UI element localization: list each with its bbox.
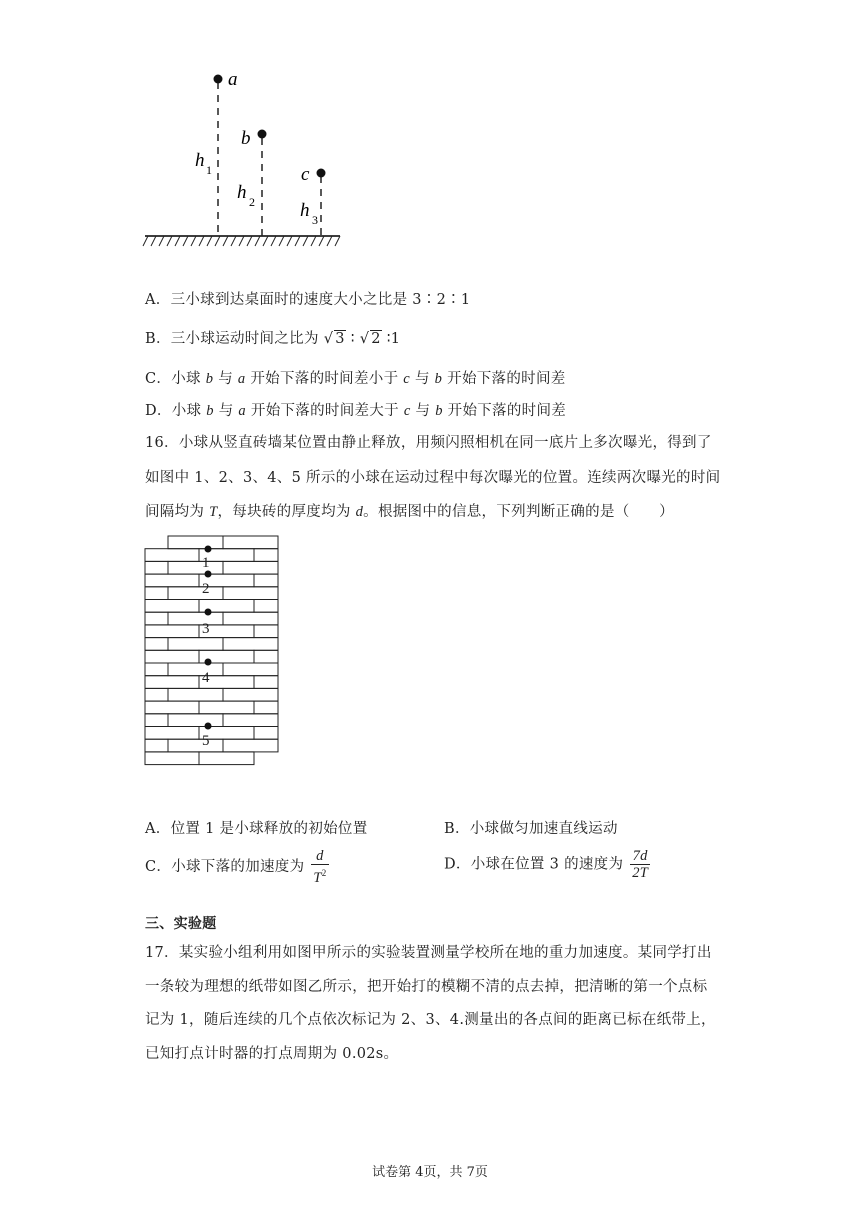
brick: [145, 650, 199, 663]
label-h3: h: [300, 200, 310, 221]
ball-a: [214, 75, 223, 84]
label-a: a: [228, 69, 238, 90]
ball-position-2: [205, 571, 212, 578]
brick-wall-figure: [140, 533, 285, 768]
free-fall-figure: [140, 60, 350, 250]
brick: [168, 663, 223, 676]
option-16-b: B．小球做匀加速直线运动: [444, 821, 618, 837]
ball-position-3: [205, 609, 212, 616]
brick: [254, 574, 278, 587]
brick: [254, 549, 278, 562]
brick-row: [145, 663, 278, 676]
brick: [145, 587, 168, 600]
label-h2-sub: 2: [249, 195, 255, 209]
brick: [168, 587, 223, 600]
brick: [223, 739, 278, 752]
brick: [168, 714, 223, 727]
brick: [168, 612, 223, 625]
brick: [199, 752, 254, 765]
brick-row: [145, 574, 278, 587]
q17-line4: 已知打点计时器的打点周期为 0.02s。: [145, 1046, 399, 1062]
ball-position-5: [205, 723, 212, 730]
option-15-a: A．三小球到达桌面时的速度大小之比是 3∶2∶1: [145, 292, 471, 308]
option-15-c: C．小球 b 与 a 开始下落的时间差小于 c 与 b 开始下落的时间差: [145, 371, 566, 387]
brick: [145, 638, 168, 651]
brick: [168, 561, 223, 574]
brick: [145, 739, 168, 752]
brick: [254, 676, 278, 689]
q16-line1: 16．小球从竖直砖墙某位置由静止释放，用频闪照相机在同一底片上多次曝光，得到了: [145, 435, 712, 451]
ball-position-1: [205, 546, 212, 553]
brick: [145, 701, 199, 714]
brick: [223, 612, 278, 625]
brick: [145, 561, 168, 574]
q16-line3: 间隔均为 T，每块砖的厚度均为 d。根据图中的信息，下列判断正确的是（ ）: [145, 504, 674, 520]
brick: [145, 663, 168, 676]
label-h1-sub: 1: [206, 163, 212, 177]
brick: [254, 701, 278, 714]
ground-hatching: [143, 236, 340, 246]
sqrt-3: 3: [335, 331, 345, 347]
option-16-c: C．小球下落的加速度为 $\frac{d}{T^2}$: [145, 848, 327, 886]
brick-row: [145, 676, 278, 689]
position-label-2: 2: [202, 581, 210, 597]
section-heading: 三、实验题: [145, 916, 217, 932]
label-h3-sub: 3: [312, 213, 318, 227]
option-16-d: D．小球在位置 3 的速度为 $\frac{7d}{2T}$: [444, 848, 649, 881]
q17-line1: 17．某实验小组利用如图甲所示的实验装置测量学校所在地的重力加速度。某同学打出: [145, 945, 712, 961]
brick: [145, 727, 199, 740]
option-15-b: B．三小球运动时间之比为 √ 3 ∶ √ 2 ∶1: [145, 331, 401, 347]
q17-line2: 一条较为理想的纸带如图乙所示，把开始打的模糊不清的点去掉，把清晰的第一个点标: [145, 979, 708, 995]
position-label-3: 3: [202, 621, 210, 637]
brick: [145, 676, 199, 689]
brick: [145, 600, 199, 613]
brick: [223, 638, 278, 651]
fraction-d-over-t2: $\frac{d}{T^2}$: [313, 848, 327, 886]
option-16-a: A．位置 1 是小球释放的初始位置: [145, 821, 368, 837]
brick: [254, 650, 278, 663]
brick: [168, 638, 223, 651]
label-b: b: [241, 128, 251, 149]
brick: [145, 714, 168, 727]
brick-row: [145, 561, 278, 574]
ball-b: [258, 130, 267, 139]
brick-row: [168, 536, 278, 549]
brick: [223, 536, 278, 549]
brick: [199, 701, 254, 714]
position-label-5: 5: [202, 733, 210, 749]
page-footer: 试卷第 4页，共 7页: [372, 1165, 488, 1180]
label-c: c: [301, 164, 310, 185]
brick: [223, 714, 278, 727]
brick: [223, 587, 278, 600]
brick: [145, 549, 199, 562]
brick-row: [145, 612, 278, 625]
brick: [145, 625, 199, 638]
brick: [145, 688, 168, 701]
brick-row: [145, 587, 278, 600]
position-label-1: 1: [202, 555, 210, 571]
brick-row: [145, 714, 278, 727]
fraction-7d-over-2t: $\frac{7d}{2T}$: [632, 848, 649, 881]
brick-row: [145, 600, 278, 613]
brick: [223, 561, 278, 574]
q16-line2: 如图中 1、2、3、4、5 所示的小球在运动过程中每次曝光的位置。连续两次曝光的时间: [145, 470, 721, 486]
brick-row: [145, 625, 278, 638]
brick: [168, 536, 223, 549]
q17-line3: 记为 1，随后连续的几个点依次标记为 2、3、4.测量出的各点间的距离已标在纸带上，: [145, 1012, 716, 1028]
brick: [223, 688, 278, 701]
brick-row: [145, 650, 278, 663]
brick: [145, 612, 168, 625]
brick: [254, 727, 278, 740]
label-h2: h: [237, 182, 247, 203]
brick: [145, 752, 199, 765]
position-label-4: 4: [202, 670, 210, 686]
brick: [168, 739, 223, 752]
brick: [254, 625, 278, 638]
option-15-d: D．小球 b 与 a 开始下落的时间差大于 c 与 b 开始下落的时间差: [145, 403, 567, 419]
brick-row: [145, 727, 278, 740]
label-h1: h: [195, 150, 205, 171]
brick: [223, 663, 278, 676]
brick-row: [145, 688, 278, 701]
brick-row: [145, 752, 254, 765]
brick-row: [145, 701, 278, 714]
ball-position-4: [205, 659, 212, 666]
brick: [254, 600, 278, 613]
brick-row: [145, 638, 278, 651]
brick: [168, 688, 223, 701]
brick-row: [145, 739, 278, 752]
brick-row: [145, 549, 278, 562]
ball-c: [317, 169, 326, 178]
sqrt-2: 2: [371, 331, 381, 347]
brick: [145, 574, 199, 587]
